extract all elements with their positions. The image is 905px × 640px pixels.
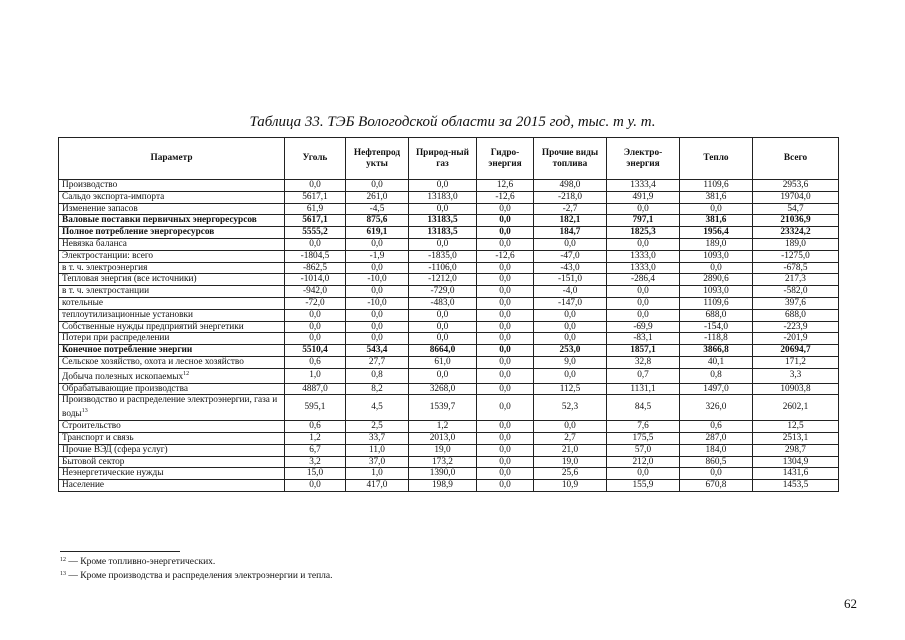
value-cell: 326,0 [680, 395, 753, 421]
value-cell: 1333,0 [607, 262, 680, 274]
value-cell: 0,0 [346, 286, 409, 298]
value-cell: 0,0 [477, 321, 534, 333]
table-row [59, 321, 839, 333]
value-cell: 3,2 [285, 456, 346, 468]
value-cell: 1539,7 [409, 395, 477, 421]
value-cell: 20694,7 [753, 345, 839, 357]
value-cell: 688,0 [680, 309, 753, 321]
value-cell: 0,0 [477, 333, 534, 345]
value-cell: 57,0 [607, 444, 680, 456]
value-cell: 0,0 [346, 333, 409, 345]
value-cell: 27,7 [346, 356, 409, 368]
value-cell: 198,9 [409, 480, 477, 492]
footnote-mark: 12 [60, 557, 66, 563]
table-row [59, 421, 839, 433]
value-cell: 9,0 [534, 356, 607, 368]
value-cell: 0,0 [534, 421, 607, 433]
value-cell: 21036,9 [753, 215, 839, 227]
value-cell: -1106,0 [409, 262, 477, 274]
table-row [59, 432, 839, 444]
row-label [59, 180, 285, 192]
value-cell: 189,0 [753, 238, 839, 250]
value-cell: 6,7 [285, 444, 346, 456]
value-cell: 1956,4 [680, 227, 753, 239]
value-cell: 2890,6 [680, 274, 753, 286]
table-row [59, 238, 839, 250]
row-label [59, 421, 285, 433]
value-cell: -10,0 [346, 297, 409, 309]
row-label [59, 345, 285, 357]
value-cell: 40,1 [680, 356, 753, 368]
table-row [59, 395, 839, 421]
value-cell: 2602,1 [753, 395, 839, 421]
value-cell: 0,0 [409, 238, 477, 250]
value-cell: 2,7 [534, 432, 607, 444]
value-cell: 1,2 [409, 421, 477, 433]
value-cell: -4,5 [346, 203, 409, 215]
header-cell: Тепло [680, 138, 753, 180]
value-cell: 619,1 [346, 227, 409, 239]
row-label-text: Транспорт и связь [62, 432, 134, 443]
value-cell: 4887,0 [285, 383, 346, 395]
row-label-text: Бытовой сектор [62, 456, 125, 467]
value-cell: 0,0 [477, 383, 534, 395]
value-cell: 19,0 [534, 456, 607, 468]
row-label-text: Сальдо экспорта-импорта [62, 191, 165, 202]
value-cell: 0,0 [477, 432, 534, 444]
value-cell: 155,9 [607, 480, 680, 492]
value-cell: 0,0 [285, 180, 346, 192]
row-label-text: Потери при распределении [62, 333, 170, 344]
value-cell: 0,0 [409, 180, 477, 192]
row-label-text: теплоутилизационные установки [62, 309, 194, 320]
value-cell: 189,0 [680, 238, 753, 250]
table-row [59, 297, 839, 309]
value-cell: 0,0 [680, 262, 753, 274]
row-label-text: Изменение запасов [62, 203, 138, 214]
value-cell: -1275,0 [753, 250, 839, 262]
value-cell: 0,0 [607, 203, 680, 215]
header-cell: Уголь [285, 138, 346, 180]
value-cell: 0,8 [680, 368, 753, 383]
value-cell: -678,5 [753, 262, 839, 274]
row-label [59, 286, 285, 298]
value-cell: 595,1 [285, 395, 346, 421]
table-row [59, 456, 839, 468]
value-cell: 1431,6 [753, 468, 839, 480]
value-cell: 0,0 [285, 480, 346, 492]
energy-balance-table [58, 137, 839, 492]
value-cell: 5555,2 [285, 227, 346, 239]
value-cell: 212,0 [607, 456, 680, 468]
value-cell: 0,0 [534, 333, 607, 345]
value-cell: 184,0 [680, 444, 753, 456]
value-cell: 397,6 [753, 297, 839, 309]
value-cell: -729,0 [409, 286, 477, 298]
value-cell: 7,6 [607, 421, 680, 433]
value-cell: -72,0 [285, 297, 346, 309]
row-label-text: Строительство [62, 421, 121, 432]
value-cell: 1390,0 [409, 468, 477, 480]
value-cell: 3,3 [753, 368, 839, 383]
value-cell: 0,0 [477, 368, 534, 383]
value-cell: 0,0 [680, 203, 753, 215]
value-cell: 1109,6 [680, 297, 753, 309]
value-cell: 253,0 [534, 345, 607, 357]
value-cell: 0,0 [409, 333, 477, 345]
value-cell: 1,0 [285, 368, 346, 383]
value-cell: 11,0 [346, 444, 409, 456]
row-label [59, 456, 285, 468]
value-cell: 0,0 [477, 309, 534, 321]
value-cell: 1304,9 [753, 456, 839, 468]
row-label-text: Невязка баланса [62, 238, 127, 249]
header-cell: Нефтепрод укты [346, 138, 409, 180]
row-label [59, 321, 285, 333]
value-cell: 688,0 [753, 309, 839, 321]
value-cell: 0,8 [346, 368, 409, 383]
value-cell: 0,0 [607, 468, 680, 480]
row-label [59, 383, 285, 395]
value-cell: 0,0 [346, 321, 409, 333]
value-cell: 173,2 [409, 456, 477, 468]
row-label [59, 395, 285, 421]
value-cell: -1804,5 [285, 250, 346, 262]
row-label-text: Собственные нужды предприятий энергетики [62, 321, 244, 332]
value-cell: 0,0 [477, 468, 534, 480]
value-cell: 0,0 [346, 180, 409, 192]
value-cell: 13183,5 [409, 227, 477, 239]
value-cell: 2013,0 [409, 432, 477, 444]
value-cell: 8664,0 [409, 345, 477, 357]
row-label-text: Производство и распределение электроэнергии, газа и воды [62, 395, 278, 420]
table-row [59, 191, 839, 203]
row-label [59, 250, 285, 262]
value-cell: 1333,0 [607, 250, 680, 262]
table-row [59, 333, 839, 345]
value-cell: 1,0 [346, 468, 409, 480]
value-cell: 491,9 [607, 191, 680, 203]
value-cell: -483,0 [409, 297, 477, 309]
value-cell: 417,0 [346, 480, 409, 492]
value-cell: 0,0 [346, 309, 409, 321]
value-cell: -147,0 [534, 297, 607, 309]
row-label [59, 203, 285, 215]
value-cell: 0,0 [285, 321, 346, 333]
header-cell: Природ-ный газ [409, 138, 477, 180]
row-label-text: Добыча полезных ископаемых [62, 371, 184, 382]
table-row [59, 383, 839, 395]
value-cell: 0,0 [534, 368, 607, 383]
header-cell: Всего [753, 138, 839, 180]
value-cell: -47,0 [534, 250, 607, 262]
value-cell: 1109,6 [680, 180, 753, 192]
table-caption: Таблица 33. ТЭБ Вологодской области за 2015 год, тыс. т у. т. [249, 114, 656, 130]
row-label-text: Тепловая энергия (все источники) [62, 274, 197, 285]
value-cell: 0,0 [607, 297, 680, 309]
value-cell: 37,0 [346, 456, 409, 468]
value-cell: 670,8 [680, 480, 753, 492]
row-label-text: Валовые поставки первичных энергоресурсов [62, 215, 257, 226]
row-label-text: Неэнергетические нужды [62, 468, 164, 479]
value-cell: 175,5 [607, 432, 680, 444]
value-cell: -1,9 [346, 250, 409, 262]
row-label [59, 262, 285, 274]
value-cell: 33,7 [346, 432, 409, 444]
value-cell: 0,0 [285, 333, 346, 345]
row-label [59, 215, 285, 227]
value-cell: -1014,0 [285, 274, 346, 286]
footnote-12 [60, 557, 215, 567]
footnote-mark: 13 [60, 571, 66, 577]
value-cell: 0,0 [680, 468, 753, 480]
row-label-text: Население [62, 480, 105, 491]
row-label [59, 368, 285, 383]
value-cell: 13183,5 [409, 215, 477, 227]
value-cell: 0,0 [477, 395, 534, 421]
value-cell: -12,6 [477, 250, 534, 262]
value-cell: 875,6 [346, 215, 409, 227]
value-cell: 0,0 [477, 215, 534, 227]
value-cell: 0,6 [285, 356, 346, 368]
value-cell: -83,1 [607, 333, 680, 345]
value-cell: -69,9 [607, 321, 680, 333]
value-cell: 0,0 [409, 321, 477, 333]
value-cell: 860,5 [680, 456, 753, 468]
value-cell: -582,0 [753, 286, 839, 298]
row-label-text: Прочие ВЭД (сфера услуг) [62, 444, 168, 455]
footnote-text: — Кроме топливно-энергетических. [66, 557, 216, 567]
table-row [59, 250, 839, 262]
value-cell: 0,0 [534, 309, 607, 321]
value-cell: 0,0 [477, 286, 534, 298]
row-label [59, 468, 285, 480]
row-label [59, 309, 285, 321]
page-number: 62 [844, 596, 857, 611]
row-label [59, 444, 285, 456]
table-row [59, 345, 839, 357]
value-cell: 0,7 [607, 368, 680, 383]
value-cell: 0,0 [534, 238, 607, 250]
table-row [59, 444, 839, 456]
value-cell: 2,5 [346, 421, 409, 433]
value-cell: 5617,1 [285, 215, 346, 227]
value-cell: 797,1 [607, 215, 680, 227]
value-cell: 3268,0 [409, 383, 477, 395]
table-row [59, 203, 839, 215]
value-cell: 84,5 [607, 395, 680, 421]
value-cell: 23324,2 [753, 227, 839, 239]
value-cell: 0,0 [285, 309, 346, 321]
footnote-text: — Кроме производства и распределения электроэнергии и тепла. [66, 571, 333, 581]
value-cell: 0,0 [477, 456, 534, 468]
row-label-text: в т. ч. электростанции [62, 286, 150, 297]
value-cell: -942,0 [285, 286, 346, 298]
value-cell: 10,9 [534, 480, 607, 492]
value-cell: 5617,1 [285, 191, 346, 203]
value-cell: 4,5 [346, 395, 409, 421]
value-cell: 0,0 [346, 238, 409, 250]
table-body [59, 180, 839, 492]
value-cell: -1835,0 [409, 250, 477, 262]
value-cell: 0,6 [680, 421, 753, 433]
value-cell: 54,7 [753, 203, 839, 215]
value-cell: -10,0 [346, 274, 409, 286]
row-label-text: Полное потребление энергоресурсов [62, 227, 215, 238]
value-cell: 0,0 [607, 286, 680, 298]
value-cell: -218,0 [534, 191, 607, 203]
value-cell: 298,7 [753, 444, 839, 456]
row-label [59, 227, 285, 239]
table-row [59, 309, 839, 321]
value-cell: 0,0 [477, 227, 534, 239]
value-cell: 1,2 [285, 432, 346, 444]
value-cell: 2513,1 [753, 432, 839, 444]
value-cell: 381,6 [680, 191, 753, 203]
value-cell: -154,0 [680, 321, 753, 333]
row-label [59, 297, 285, 309]
row-label [59, 480, 285, 492]
value-cell: 10903,8 [753, 383, 839, 395]
value-cell: 12,6 [477, 180, 534, 192]
value-cell: 381,6 [680, 215, 753, 227]
table-row [59, 368, 839, 383]
row-label-text: Производство [62, 180, 118, 190]
value-cell: 12,5 [753, 421, 839, 433]
value-cell: -223,9 [753, 321, 839, 333]
value-cell: 0,0 [534, 321, 607, 333]
value-cell: 0,0 [477, 238, 534, 250]
value-cell: 217,3 [753, 274, 839, 286]
row-label-text: в т. ч. электроэнергия [62, 262, 148, 273]
value-cell: 184,7 [534, 227, 607, 239]
value-cell: 261,0 [346, 191, 409, 203]
value-cell: 1333,4 [607, 180, 680, 192]
value-cell: -201,9 [753, 333, 839, 345]
value-cell: 52,3 [534, 395, 607, 421]
value-cell: -862,5 [285, 262, 346, 274]
row-label [59, 274, 285, 286]
value-cell: 1857,1 [607, 345, 680, 357]
value-cell: 182,1 [534, 215, 607, 227]
value-cell: 0,0 [285, 238, 346, 250]
table-row [59, 215, 839, 227]
value-cell: 0,0 [477, 345, 534, 357]
table-row [59, 227, 839, 239]
table-row [59, 468, 839, 480]
value-cell: 0,0 [477, 444, 534, 456]
value-cell: 5510,4 [285, 345, 346, 357]
value-cell: 0,0 [477, 356, 534, 368]
header-cell: Параметр [59, 138, 285, 180]
value-cell: 32,8 [607, 356, 680, 368]
value-cell: -2,7 [534, 203, 607, 215]
value-cell: 2953,6 [753, 180, 839, 192]
value-cell: 0,6 [285, 421, 346, 433]
table-header-row [59, 138, 839, 180]
value-cell: 0,0 [477, 203, 534, 215]
value-cell: 61,9 [285, 203, 346, 215]
value-cell: 1093,0 [680, 286, 753, 298]
footnote-13 [60, 571, 333, 581]
row-label [59, 333, 285, 345]
row-label-text: Сельское хозяйство, охота и лесное хозяйство [62, 356, 244, 367]
value-cell: -151,0 [534, 274, 607, 286]
table-row [59, 480, 839, 492]
row-label-text: Конечное потребление энергии [62, 345, 193, 356]
row-label [59, 432, 285, 444]
value-cell: 0,0 [477, 262, 534, 274]
value-cell: 3866,8 [680, 345, 753, 357]
value-cell: 19704,0 [753, 191, 839, 203]
row-label-text: Электростанции: всего [62, 250, 154, 261]
value-cell: 498,0 [534, 180, 607, 192]
value-cell: 1497,0 [680, 383, 753, 395]
value-cell: 112,5 [534, 383, 607, 395]
value-cell: 13183,0 [409, 191, 477, 203]
footnote-ref: 12 [183, 370, 190, 377]
value-cell: 19,0 [409, 444, 477, 456]
value-cell: 543,4 [346, 345, 409, 357]
row-label [59, 238, 285, 250]
table-row [59, 180, 839, 192]
value-cell: 0,0 [477, 421, 534, 433]
table-row [59, 262, 839, 274]
value-cell: -286,4 [607, 274, 680, 286]
header-cell: Гидро-энергия [477, 138, 534, 180]
value-cell: 8,2 [346, 383, 409, 395]
value-cell: 1453,5 [753, 480, 839, 492]
table-row [59, 286, 839, 298]
value-cell: 1093,0 [680, 250, 753, 262]
value-cell: 0,0 [409, 368, 477, 383]
row-label-text: котельные [62, 297, 103, 308]
value-cell: -4,0 [534, 286, 607, 298]
footnote-ref: 13 [81, 408, 88, 415]
value-cell: -12,6 [477, 191, 534, 203]
table-row [59, 356, 839, 368]
value-cell: 171,2 [753, 356, 839, 368]
value-cell: 15,0 [285, 468, 346, 480]
value-cell: 1131,1 [607, 383, 680, 395]
value-cell: 0,0 [477, 480, 534, 492]
value-cell: 0,0 [346, 262, 409, 274]
value-cell: 0,0 [409, 203, 477, 215]
value-cell: 1825,3 [607, 227, 680, 239]
value-cell: -43,0 [534, 262, 607, 274]
value-cell: 0,0 [409, 309, 477, 321]
header-cell: Прочие виды топлива [534, 138, 607, 180]
row-label [59, 191, 285, 203]
row-label [59, 356, 285, 368]
value-cell: -118,8 [680, 333, 753, 345]
value-cell: 21,0 [534, 444, 607, 456]
value-cell: 0,0 [607, 238, 680, 250]
value-cell: 287,0 [680, 432, 753, 444]
value-cell: 61,0 [409, 356, 477, 368]
value-cell: 0,0 [477, 297, 534, 309]
row-label-text: Обрабатывающие производства [62, 383, 189, 394]
value-cell: 0,0 [477, 274, 534, 286]
value-cell: -1212,0 [409, 274, 477, 286]
value-cell: 0,0 [607, 309, 680, 321]
header-cell: Электро-энергия [607, 138, 680, 180]
table-row [59, 274, 839, 286]
footnote-divider [60, 551, 180, 552]
value-cell: 25,6 [534, 468, 607, 480]
